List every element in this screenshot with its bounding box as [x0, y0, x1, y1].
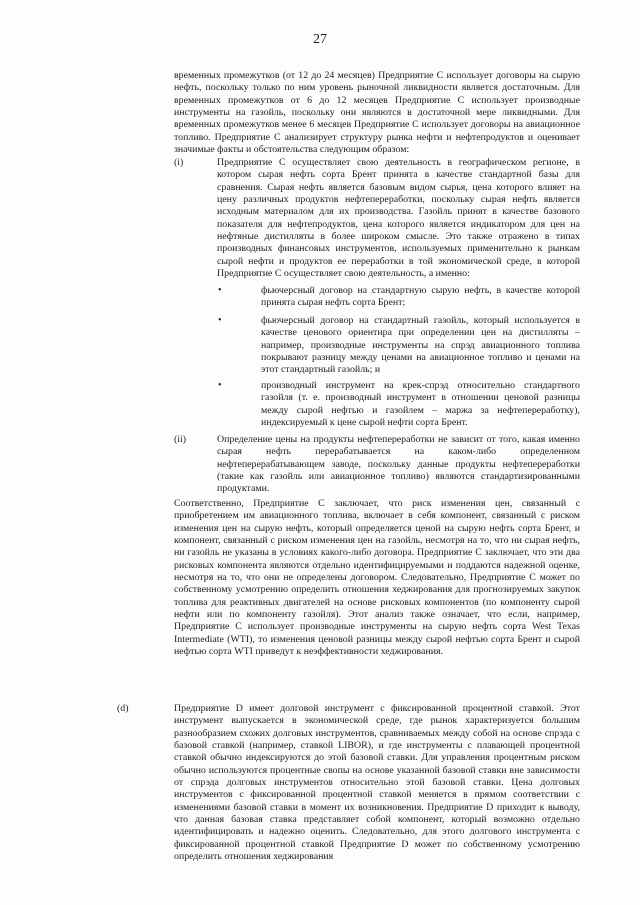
intro-paragraph: временных промежутков (от 12 до 24 месяцев) Предприятие С использует договоры на сырую нефть, поскольку только по ним уровень рыночной ликвидности является достаточным. Для временных промежутков от 6 до 12 месяцев Предприятие С использует производные инструменты на газойль, поскольку они являются в достаточной мере ликвидными. Для временных промежутков менее 6 месяцев Предприятие С использует договоры на авиационное топливо. Предприятие С анализирует структуру рынка нефти и нефтепродуктов и оценивает значимые факты и обстоятельства следующим образом: — [174, 70, 580, 156]
conclusion-paragraph: Соответственно, Предприятие С заключает, что риск изменения цен, связанный с приобретением им авиационного топлива, включает в себя компонент, связанный с риском изменения цен на сырую нефть, который определяется ценой на сырую нефть сорта Брент, и компонент, связанный с риском изменения цен на газойль, несмотря на то, что ни сырая нефть, ни газойль не указаны в условиях какого-либо договора. Предприятие С заключает, что эти два рисковых компонента являются отдельно идентифицируемыми и поддаются надежной оценке, несмотря на то, что они не определены договором. Следовательно, Предприятие С может по собственному усмотрению определить отношения хеджирования для прогнозируемых закупок топлива для реактивных двигателей на основе рисковых компонентов (по компоненту сырой нефти или по компоненту газойля). Этот анализ также означает, что если, например, Предприятие С использует производные инструменты на сырую нефть сорта West Texas Intermediate (WTI), то изменения ценовой разницы между сырой нефтью сорта Брент и сырой нефтью сорта WTI приведут к неэффективности хеджирования. — [174, 498, 580, 658]
bullet-item: фьючерсный договор на стандартный газойль, который используется в качестве ценового ориентира при определении цен на дистилляты – например, производные инструменты на спрэд авиационного топлива покрывают разницу между ценами на авиационное топливо и ценами на этот стандартный газойль; и — [261, 315, 580, 376]
bullet-marker: • — [218, 285, 222, 296]
item-d-label: (d) — [117, 703, 129, 714]
item-d-text: Предприятие D имеет долговой инструмент с фиксированной процентной ставкой. Этот инструмент выпускается в экономической среде, где рынок характеризуется большим разнообразием схожих долговых инструментов, сравниваемых между собой на основе спрэда с базовой ставкой (например, ставкой LIBOR), и где инструменты с плавающей процентной ставкой обычно индексируются до этой базовой ставки. Для управления процентным риском обычно используются процентные свопы на основе указанной базовой ставки вне зависимости от спрэда долговых инструментов относительно этой базовой ставки. Цена долговых инструментов с фиксированной процентной ставкой меняется в прямом соответствии с изменениями базовой ставки в момент их возникновения. Предприятие D приходит к выводу, что данная базовая ставка представляет собой компонент, который возможно отдельно идентифицировать и надежно оценить. Следовательно, для этого долгового инструмента с фиксированной процентной ставкой Предприятие D может по собственному усмотрению определить отношения хеджирования — [174, 703, 580, 863]
item-i-label: (i) — [174, 157, 184, 168]
bullet-item: производный инструмент на крек-спрэд относительно стандартного газойля (т. е. производный инструмент в отношении ценовой разницы между сырой нефтью и газойлем – маржа за нефтепереработку), индексируемый к цене сырой нефти сорта Брент. — [261, 380, 580, 429]
bullet-marker: • — [218, 380, 222, 391]
item-ii-text: Определение цены на продукты нефтепереработки не зависит от того, какая именно сырая нефть перерабатывается на каком-либо определенном нефтеперерабатывающем заводе, поскольку данные продукты нефтепереработки (такие как газойль или авиационное топливо) являются стандартизированными продуктами. — [217, 434, 580, 495]
item-ii-label: (ii) — [174, 434, 187, 445]
bullet-marker: • — [218, 315, 222, 326]
bullet-item: фьючерсный договор на стандартную сырую нефть, в качестве которой принята сырая нефть сорта Брент; — [261, 285, 580, 309]
item-i-text: Предприятие С осуществляет свою деятельность в географическом регионе, в котором сырая нефть сорта Брент принята в качестве стандартной базы для сравнения. Сырая нефть является базовым видом сырья, цена которого влияет на цену различных продуктов нефтепереработки, поскольку сырая нефть является исходным материалом для их производства. Газойль принят в качестве базового показателя для нефтепродуктов, цена которого является индикатором для цен на нефтяные дистилляты в более широком смысле. Это также отражено в типах производных финансовых инструментов, используемых применительно к рынкам сырой нефти и продуктов ее переработки в той экономической среде, в которой Предприятие С осуществляет свою деятельность, а именно: — [217, 157, 580, 280]
page-number: 27 — [313, 32, 327, 47]
